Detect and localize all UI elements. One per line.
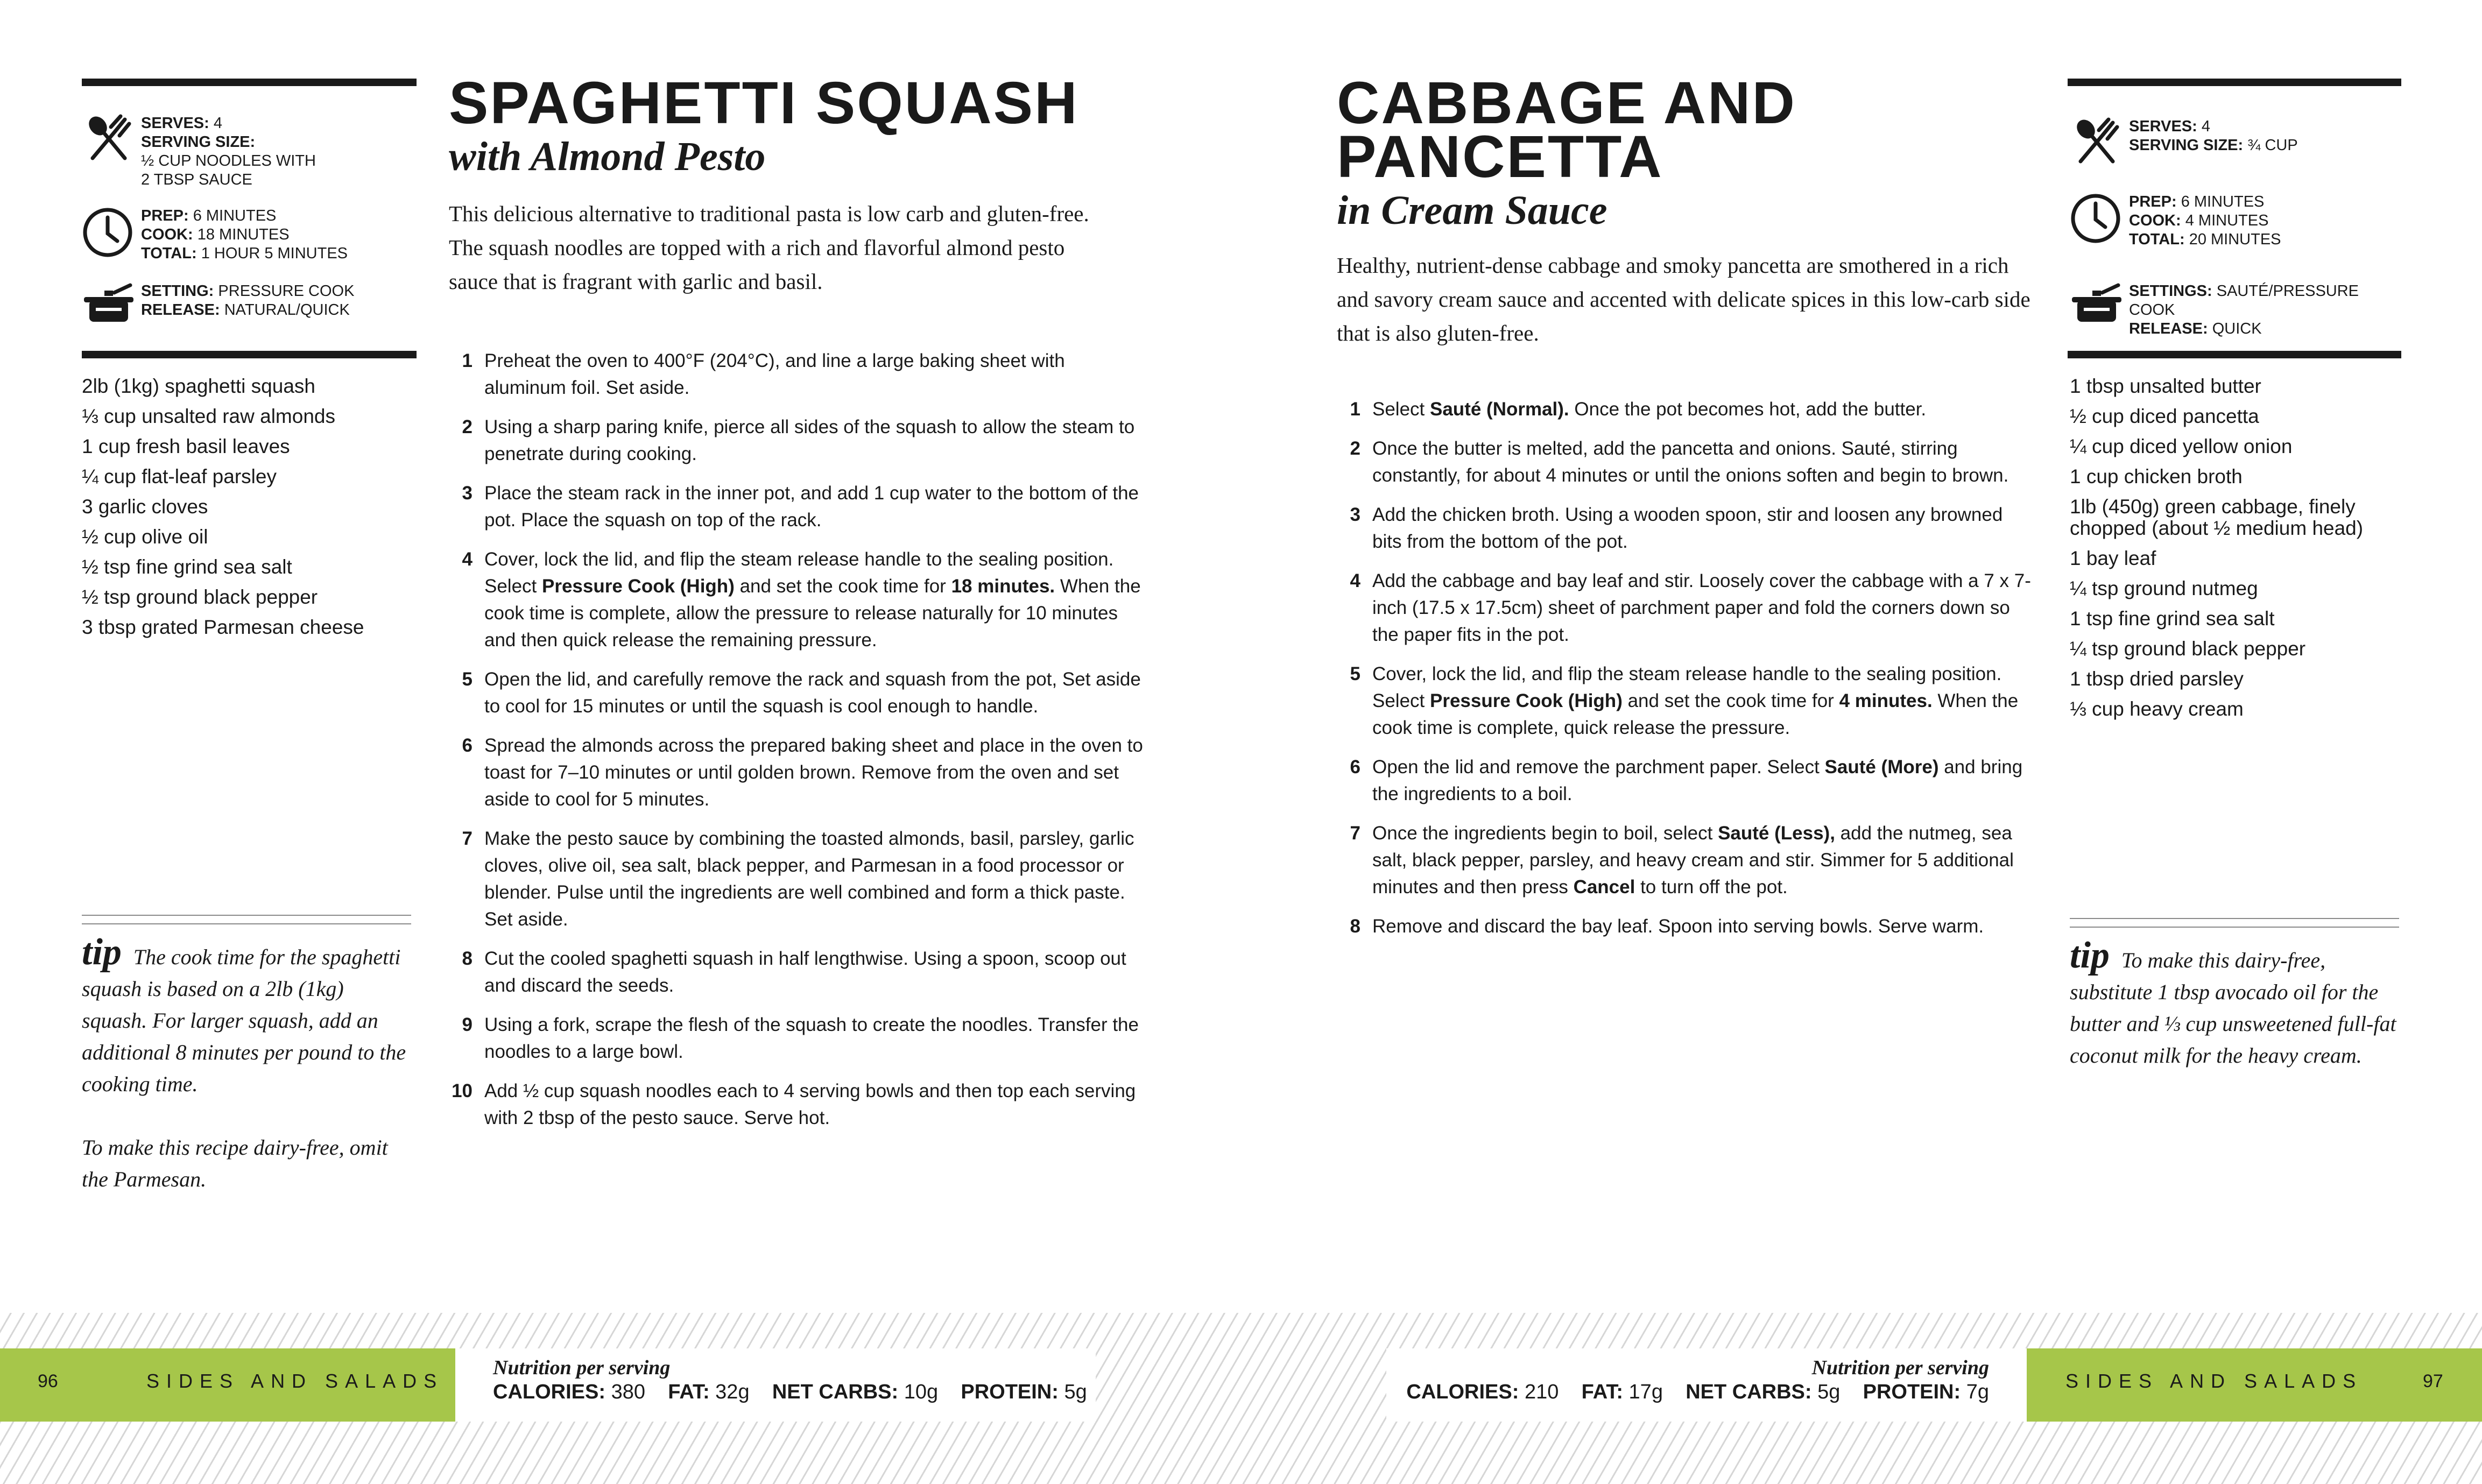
right-cook-label: COOK: [2129,212,2181,229]
right-section-label: SIDES AND SALADS [2065,1370,2363,1392]
right-step-text-part: Cancel [1573,877,1635,898]
left-prep-label: PREP: [141,207,189,224]
right-intro: Healthy, nutrient-dense cabbage and smoky pancetta are smothered in a rich and savory cream sauce and accented with delicate spices in this low-carb side that is also gluten-free. [1337,253,2030,345]
right-step-text-part: and bring the ingredients to a boil. [1372,757,2023,804]
right-step-text-part: Add the chicken broth. Using a wooden spoon, stir and loosen any browned bits from the bottom of the pot. [1372,504,2003,552]
right-step-text [1372,913,1984,940]
right-protein-value: 7g [1966,1381,1989,1403]
left-recipe-subtitle: with Almond Pesto [449,134,766,179]
left-total-value: 1 HOUR 5 MINUTES [201,245,348,262]
right-tip-text: To make this dairy-free, substitute 1 tbsp avocado oil for the butter and ⅓ cup unsweetened full-fat coconut milk for the heavy cream. [2070,948,2396,1068]
right-step-text-part: Select [1372,399,1430,420]
left-page-number: 96 [38,1371,58,1391]
right-tip-rule-2 [2070,927,2399,928]
right-ingredient-item: 1 tbsp unsalted butter [2070,375,2261,397]
left-step-item [447,1012,1146,1065]
right-step-text-part: Once the butter is melted, add the pancetta and onions. Sauté, stirring constantly, for about 4 minutes or until the onions soften and begin to brown. [1372,438,2009,486]
right-nutrition [1386,1348,2027,1422]
left-tip-rule-2 [82,923,411,924]
left-step-text-part: Using a fork, scrape the flesh of the squash to create the noodles. Transfer the noodles to a large bowl. [484,1014,1139,1062]
right-step-text [1372,396,1926,423]
left-step-number: 3 [462,483,473,504]
left-step-item [447,945,1146,999]
left-step-number: 4 [462,549,473,570]
left-step-text [484,732,1146,813]
right-ingredient-item: 1 tsp fine grind sea salt [2070,607,2275,630]
left-ingredient-item: ½ cup olive oil [82,526,208,548]
left-nutrition-values [493,1380,1087,1404]
right-step-item [1335,820,2034,901]
right-recipe-title-line-1: CABBAGE AND [1337,70,1796,136]
right-calories-label: CALORIES: [1406,1381,1519,1403]
left-step-list [447,348,1146,1144]
pressure-cooker-icon [2070,282,2129,325]
right-step-list [1335,396,2034,952]
left-calories-value: 380 [611,1381,645,1403]
left-step-text-part: Open the lid, and carefully remove the rack and squash from the pot, Set aside to cool for 15 minutes or until the squash is cool enough to handle. [484,669,1141,717]
left-step-item [447,825,1146,933]
right-recipe-subtitle: in Cream Sauce [1337,188,1607,233]
right-step-text-part: add the nutmeg, sea salt, black pepper, parsley, and heavy cream and stir. Simmer for 5 additional minutes and then press [1372,823,2014,898]
left-carbs-label: NET CARBS: [772,1381,899,1403]
left-ingredient-item: 2lb (1kg) spaghetti squash [82,375,315,397]
right-calories-value: 210 [1524,1381,1559,1403]
right-step-text [1372,661,2034,741]
left-step-text-part: Cut the cooled spaghetti squash in half lengthwise. Using a spoon, scoop out and discard the seeds. [484,948,1126,996]
right-setting-value: SAUTÉ/PRESSURE COOK [2129,282,2359,319]
right-recipe-title-line-2: PANCETTA [1337,124,1663,190]
right-step-text [1372,568,2034,648]
left-serving-size-value: ½ CUP NOODLES WITH 2 TBSP SAUCE [141,152,316,188]
right-step-text-part: to turn off the pot. [1635,877,1788,898]
fork-spoon-icon [2070,117,2129,166]
left-recipe-title: SPAGHETTI SQUASH [449,70,1079,136]
left-step-text-part: Place the steam rack in the inner pot, and add 1 cup water to the bottom of the pot. Place the squash on top of the rack. [484,483,1139,531]
right-step-text-part: Sauté (Less), [1718,823,1835,844]
left-step-text-part: Using a sharp paring knife, pierce all sides of the squash to allow the steam to penetrate during cooking. [484,416,1135,464]
left-ingredient-item: ⅓ cup unsalted raw almonds [82,405,335,427]
left-protein-value: 5g [1064,1381,1087,1403]
right-step-number: 5 [1350,663,1360,684]
left-total-label: TOTAL: [141,245,197,262]
left-step-item [447,480,1146,534]
left-step-text [484,414,1146,468]
right-setting-label: SETTINGS: [2129,282,2212,300]
left-carbs-value: 10g [904,1381,939,1403]
left-step-text-part: When the cook time is complete, allow the pressure to release naturally for 10 minutes and then quick release the remaining pressure. [484,576,1141,651]
left-tip-text: The cook time for the spaghetti squash is based on a 2lb (1kg) squash. For larger squash, add an additional 8 minutes per pound to the cooking time. [82,945,406,1096]
left-step-text-part: Cover, lock the lid, and flip the steam release handle to the sealing position. Select [484,549,1114,597]
right-ingredient-item: ¼ tsp ground black pepper [2070,638,2306,660]
left-step-number: 9 [462,1014,473,1035]
right-step-item [1335,913,2034,940]
right-fat-label: FAT: [1581,1381,1623,1403]
left-step-item [447,732,1146,813]
left-intro: This delicious alternative to traditional pasta is low carb and gluten-free. The squash noodles are topped with a rich and flavorful almond pesto sauce that is fragrant with garlic and basil. [449,201,1089,294]
right-release-label: RELEASE: [2129,320,2208,337]
right-ingredient-item: 1 cup chicken broth [2070,465,2243,487]
left-serves-value: 4 [213,115,222,132]
left-step-number: 2 [462,416,473,437]
right-step-item [1335,661,2034,741]
left-ingredient-item: ½ tsp ground black pepper [82,586,318,608]
right-step-text-part: 4 minutes. [1839,690,1933,711]
left-protein-label: PROTEIN: [961,1381,1059,1403]
right-release-value: QUICK [2212,320,2262,337]
left-serves-label: SERVES: [141,115,209,132]
right-ingredient-item: ½ cup diced pancetta [2070,405,2259,427]
right-nutrition-values [1406,1380,1989,1404]
left-tip-word: tip [82,931,122,973]
left-section-label: SIDES AND SALADS [146,1370,444,1392]
left-step-item [447,1078,1146,1132]
left-step-item [447,546,1146,654]
pressure-cooker-icon [82,282,141,325]
left-meta-setting [82,282,417,325]
right-prep-label: PREP: [2129,193,2177,210]
right-step-number: 8 [1350,916,1360,937]
left-step-text [484,1012,1146,1065]
left-step-item [447,666,1146,720]
right-page-number: 97 [2423,1371,2443,1391]
right-step-number: 1 [1350,399,1360,420]
left-meta-bottom-rule [82,351,417,358]
left-nutrition [455,1348,1096,1422]
left-step-text [484,945,1146,999]
right-serving-size-label: SERVING SIZE: [2129,137,2244,154]
right-ingredient-item: ¼ tsp ground nutmeg [2070,577,2258,599]
right-step-text-part: Once the pot becomes hot, add the butter. [1569,399,1927,420]
left-step-text [484,546,1146,654]
right-step-text-part: Once the ingredients begin to boil, select [1372,823,1718,844]
left-step-text [484,666,1146,720]
right-fat-value: 17g [1628,1381,1663,1403]
right-total-value: 20 MINUTES [2189,231,2281,248]
right-tip-word: tip [2070,935,2110,976]
left-step-text [484,480,1146,534]
right-cook-value: 4 MINUTES [2185,212,2269,229]
left-meta-top-rule [82,79,417,86]
right-prep-value: 6 MINUTES [2181,193,2265,210]
right-total-label: TOTAL: [2129,231,2185,248]
right-carbs-value: 5g [1817,1381,1841,1403]
left-prep-value: 6 MINUTES [193,207,277,224]
left-meta-serves [82,114,417,189]
left-step-text [484,825,1146,933]
left-fat-label: FAT: [668,1381,710,1403]
right-serves-value: 4 [2201,118,2210,135]
left-step-text-part: Preheat the oven to 400°F (204°C), and line a large baking sheet with aluminum foil. Set aside. [484,350,1065,398]
right-step-text-part: When the cook time is complete, quick release the pressure. [1372,690,2019,738]
left-step-number: 7 [462,828,473,849]
left-step-item [447,348,1146,401]
right-step-text-part: Sauté (More) [1824,757,1939,778]
left-step-text-part: Make the pesto sauce by combining the toasted almonds, basil, parsley, garlic cloves, olive oil, sea salt, black pepper, and Parmesan in a food processor or blender. Pulse until the ingredients are well combined and form a thick paste. Set aside. [484,828,1134,930]
left-step-number: 6 [462,735,473,756]
left-step-item [447,414,1146,468]
left-calories-label: CALORIES: [493,1381,605,1403]
left-cook-label: COOK: [141,226,193,243]
left-step-text [484,348,1146,401]
right-step-item [1335,501,2034,555]
right-ingredient-item: ⅓ cup heavy cream [2070,698,2244,720]
left-tip-rule-1 [82,915,411,916]
left-step-number: 10 [452,1080,473,1101]
right-step-text [1372,501,2034,555]
clock-icon [2070,193,2129,244]
right-step-number: 3 [1350,504,1360,525]
right-step-text-part: and set the cook time for [1622,690,1839,711]
right-ingredient-item: 1 tbsp dried parsley [2070,668,2244,690]
left-step-text-part: 18 minutes. [951,576,1055,597]
right-step-text-part: Cover, lock the lid, and flip the steam release handle to the sealing position. Select [1372,663,2002,711]
fork-spoon-icon [82,114,141,162]
right-step-item [1335,568,2034,648]
left-step-text [484,1078,1146,1132]
right-tip [2070,935,2399,1071]
left-release-label: RELEASE: [141,301,220,319]
right-serves-label: SERVES: [2129,118,2197,135]
left-step-text-part: Pressure Cook (High) [542,576,735,597]
right-step-item [1335,754,2034,808]
right-meta-bottom-rule [2068,351,2401,358]
left-ingredient-list [82,376,417,647]
left-step-number: 1 [462,350,473,371]
right-serving-size-value: ¾ CUP [2247,137,2298,154]
right-step-number: 6 [1350,757,1360,778]
left-step-text-part: Spread the almonds across the prepared baking sheet and place in the oven to toast for 7–10 minutes or until golden brown. Remove from the oven and set aside to cool for 5 minutes. [484,735,1143,810]
right-step-text-part: Add the cabbage and bay leaf and stir. Loosely cover the cabbage with a 7 x 7-inch (17.5 x 17.5cm) sheet of parchment paper and fold the corners down so the paper fits in the pot. [1372,570,2031,645]
left-ingredient-item: ½ tsp fine grind sea salt [82,556,292,578]
left-fat-value: 32g [715,1381,750,1403]
right-step-text [1372,820,2034,901]
right-meta-setting [2070,282,2401,338]
right-step-number: 2 [1350,438,1360,459]
right-carbs-label: NET CARBS: [1686,1381,1812,1403]
left-meta-time [82,207,417,263]
right-meta-time [2070,193,2401,249]
right-step-text [1372,435,2034,489]
right-ingredient-list [2070,376,2401,729]
left-release-value: NATURAL/QUICK [224,301,350,319]
left-step-number: 8 [462,948,473,969]
right-step-number: 4 [1350,570,1360,591]
right-step-number: 7 [1350,823,1360,844]
right-step-text-part: Sauté (Normal). [1430,399,1569,420]
right-ingredient-item: 1lb (450g) green cabbage, finely chopped (about ½ medium head) [2070,496,2364,539]
left-cook-value: 18 MINUTES [197,226,290,243]
right-step-text-part: Remove and discard the bay leaf. Spoon into serving bowls. Serve warm. [1372,916,1984,937]
left-setting-value: PRESSURE COOK [218,282,355,300]
right-step-text [1372,754,2034,808]
clock-icon [82,207,141,258]
left-tip-text-2: To make this recipe dairy-free, omit the Parmesan. [82,1135,388,1191]
right-step-item [1335,435,2034,489]
left-nutrition-heading: Nutrition per serving [493,1356,671,1379]
right-step-item [1335,396,2034,423]
right-step-text-part: Open the lid and remove the parchment paper. Select [1372,757,1825,778]
left-step-text-part: and set the cook time for [734,576,951,597]
left-serving-size-label: SERVING SIZE: [141,133,256,151]
right-ingredient-item: 1 bay leaf [2070,547,2156,569]
left-ingredient-item: 3 garlic cloves [82,496,208,518]
left-tip [82,931,411,1195]
right-meta-top-rule [2068,79,2401,86]
right-meta-serves [2070,117,2401,166]
right-ingredient-item: ¼ cup diced yellow onion [2070,435,2293,457]
left-setting-label: SETTING: [141,282,214,300]
left-step-number: 5 [462,669,473,690]
left-ingredient-item: 1 cup fresh basil leaves [82,435,290,457]
right-tip-rule-1 [2070,918,2399,919]
left-ingredient-item: ¼ cup flat-leaf parsley [82,465,277,487]
right-protein-label: PROTEIN: [1863,1381,1961,1403]
left-step-text-part: Add ½ cup squash noodles each to 4 serving bowls and then top each serving with 2 tbsp of the pesto sauce. Serve hot. [484,1080,1136,1128]
left-ingredient-item: 3 tbsp grated Parmesan cheese [82,616,364,638]
right-nutrition-heading: Nutrition per serving [1811,1356,1989,1379]
right-step-text-part: Pressure Cook (High) [1430,690,1623,711]
